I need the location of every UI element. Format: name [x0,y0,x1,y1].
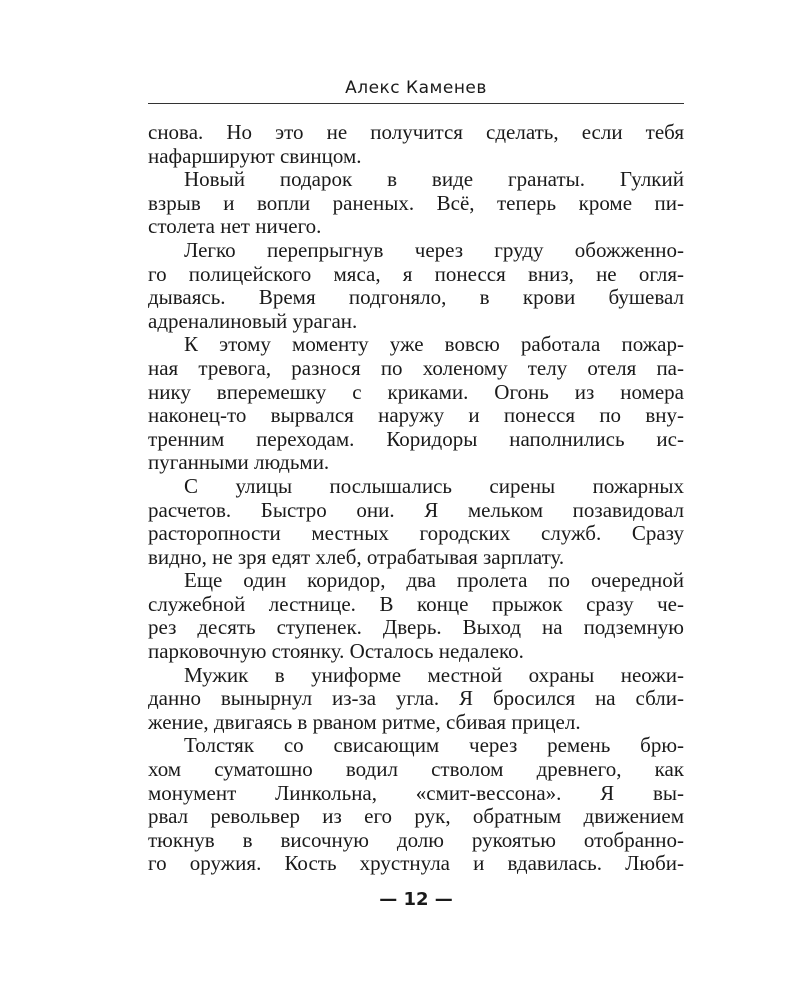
body-text [148,121,684,876]
text-line: С улицы послышались сирены пожарных [184,473,684,498]
text-line: тренним переходам. Коридоры наполнились ис- [148,426,684,451]
text-line: хом суматошно водил стволом древнего, как [148,757,684,782]
text-line: рез десять ступенек. Дверь. Выход на подземную [148,615,684,640]
text-line: расторопности местных городских служб. Сразу [148,521,684,546]
text-line: снова. Но это не получится сделать, если тебя [148,120,684,144]
text-line: взрыв и вопли раненых. Всё, теперь кроме пи- [148,190,684,215]
text-line: Толстяк со свисающим через ремень брю- [184,733,684,758]
text-line: парковочную стоянку. Осталось недалеко. [148,639,524,664]
text-line: ная тревога, разнося по холеному телу отеля па- [148,355,684,380]
text-line: Легко перепрыгнув через груду обожженно- [184,237,684,262]
text-line: служебной лестнице. В конце прыжок сразу че- [148,591,684,616]
text-line: видно, не зря едят хлеб, отрабатывая зарплату. [148,544,565,569]
text-line: го полицейского мяса, я понесся вниз, не огля- [148,261,684,286]
text-line: пуганными людьми. [148,450,330,475]
header-rule [148,103,684,104]
text-line: нафаршируют свинцом. [148,143,362,168]
text-line: рвал револьвер из его рук, обратным движением [148,804,684,829]
text-line: монумент Линкольна, «смит-вессона». Я вы- [148,780,684,805]
text-line: дываясь. Время подгоняло, в крови бушевал [148,285,684,310]
text-line: данно вынырнул из-за угла. Я бросился на сбли- [148,686,684,711]
page-number: — 12 — [379,889,453,910]
text-line: нику вперемешку с криками. Огонь из номера [148,379,684,404]
text-line: адреналиновый ураган. [148,308,358,333]
text-line: Мужик в униформе местной охраны неожи- [184,662,684,687]
text-line: жение, двигаясь в рваном ритме, сбивая прицел. [148,709,581,734]
text-line: Еще один коридор, два пролета по очередной [184,568,684,593]
text-line: расчетов. Быстро они. Я мельком позавидовал [148,497,684,522]
text-line: наконец-то вырвался наружу и понесся по вну- [148,403,684,428]
text-line: столета нет ничего. [148,214,322,239]
text-line: го оружия. Кость хрустнула и вдавилась. Люби- [148,851,684,876]
running-header-author: Алекс Каменев [345,78,487,98]
text-line: Новый подарок в виде гранаты. Гулкий [184,167,684,192]
text-line: К этому моменту уже вовсю работала пожар- [184,332,684,357]
text-line: тюкнув в височную долю рукоятью отобранно- [148,827,684,852]
